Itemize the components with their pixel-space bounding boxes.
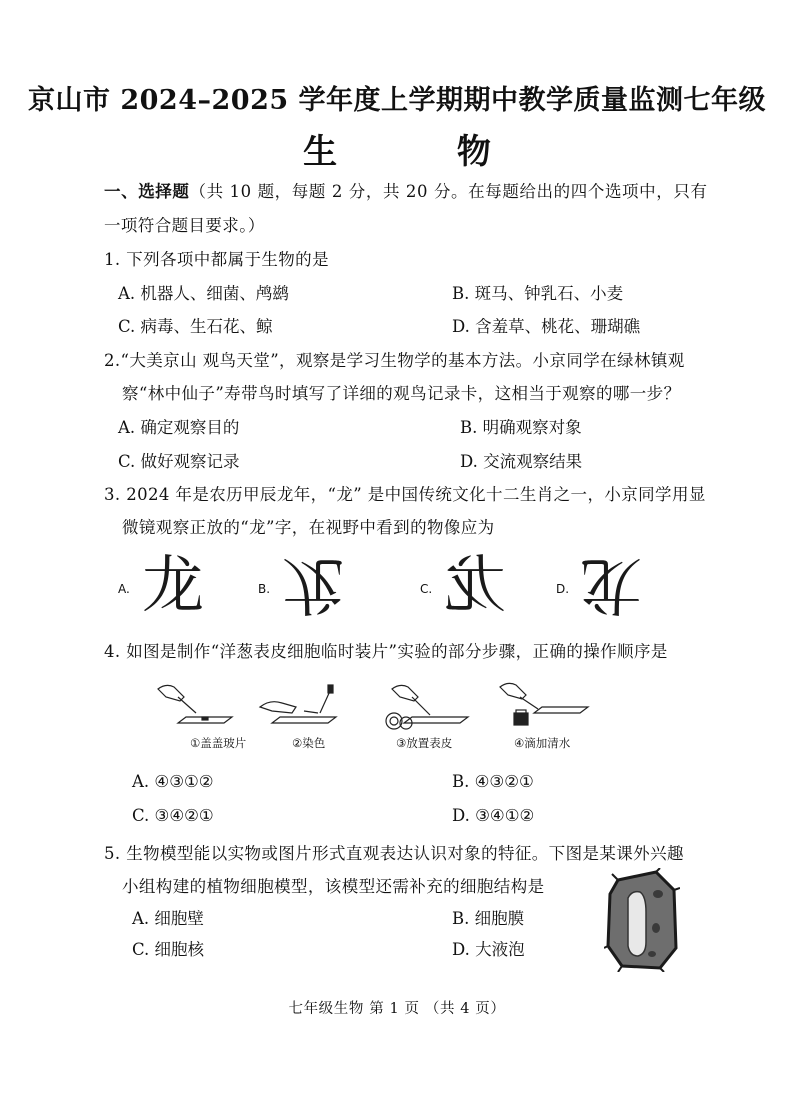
question-1-stem: 1. 下列各项中都属于生物的是 — [104, 250, 329, 269]
q1-option-d[interactable]: D. 含羞草、桃花、珊瑚礁 — [452, 317, 641, 336]
q3-option-a[interactable] — [118, 548, 218, 621]
section-header — [104, 178, 708, 202]
q3-option-d[interactable] — [556, 549, 656, 622]
plant-cell-model-image — [604, 868, 680, 972]
q4-option-b[interactable]: B. ④③②① — [452, 772, 534, 791]
section-label: 一、选择题 — [104, 182, 190, 201]
q3-option-c-label: C. — [420, 582, 433, 596]
q3-option-b[interactable] — [258, 549, 358, 622]
step-1-label: ①盖盖玻片 — [190, 736, 247, 750]
step-place-epidermis-illustration — [386, 685, 468, 729]
dragon-glyph-upright: 龙 — [142, 548, 205, 621]
q5-option-b[interactable]: B. 细胞膜 — [452, 909, 525, 928]
q1-option-c[interactable]: C. 病毒、生石花、鲸 — [118, 317, 273, 336]
step-add-water-illustration — [500, 683, 588, 725]
question-3-stem: 3. 2024 年是农历甲辰龙年，“龙” 是中国传统文化十二生肖之一，小京同学用显 — [104, 485, 706, 504]
q3-option-a-label: A. — [118, 582, 130, 596]
q3-option-b-label: B. — [258, 582, 271, 596]
dragon-glyph-flipped-vertical: 龙 — [282, 549, 345, 622]
section-description: （共 10 题，每题 2 分，共 20 分。在每题给出的四个选项中，只有 — [189, 182, 708, 201]
question-2-stem: 2.“大美京山 观鸟天堂”，观察是学习生物学的基本方法。小京同学在绿林镇观 — [104, 351, 685, 370]
page-footer: 七年级生物 第 1 页 （共 4 页） — [288, 1001, 506, 1017]
subject-title: 生 物 — [303, 132, 545, 172]
question-3-stem-cont: 微镜观察正放的“龙”字，在视野中看到的物像应为 — [122, 518, 495, 537]
step-cover-slip-illustration — [158, 685, 232, 723]
step-staining-illustration — [260, 685, 336, 723]
dragon-glyph-rotated-180: 龙 — [580, 549, 643, 622]
q5-option-d[interactable]: D. 大液泡 — [452, 940, 525, 959]
q1-option-a[interactable]: A. 机器人、细菌、鸬鹚 — [118, 284, 289, 303]
question-5-stem: 5. 生物模型能以实物或图片形式直观表达认识对象的特征。下图是某课外兴趣 — [104, 844, 684, 863]
q4-option-d[interactable]: D. ③④①② — [452, 806, 535, 825]
question-2-stem-cont: 察“林中仙子”寿带鸟时填写了详细的观鸟记录卡，这相当于观察的哪一步？ — [122, 384, 681, 403]
q1-option-b[interactable]: B. 斑马、钟乳石、小麦 — [452, 284, 624, 303]
q4-option-c[interactable]: C. ③④②① — [132, 806, 214, 825]
q2-option-d[interactable]: D. 交流观察结果 — [460, 452, 583, 471]
step-4-label: ④滴加清水 — [514, 736, 571, 750]
q2-option-b[interactable]: B. 明确观察对象 — [460, 418, 582, 437]
step-2-label: ②染色 — [292, 736, 326, 750]
question-4-stem: 4. 如图是制作“洋葱表皮细胞临时装片”实验的部分步骤，正确的操作顺序是 — [104, 642, 668, 661]
q5-option-c[interactable]: C. 细胞核 — [132, 940, 205, 959]
q4-option-a[interactable]: A. ④③①② — [132, 772, 214, 791]
exam-title: 京山市 2024–2025 学年度上学期期中教学质量监测七年级 — [27, 85, 767, 116]
dragon-glyph-mirrored: 龙 — [444, 548, 507, 621]
q3-option-c[interactable] — [420, 548, 520, 621]
section-description-cont: 一项符合题目要求。） — [104, 216, 265, 235]
q2-option-a[interactable]: A. 确定观察目的 — [118, 418, 240, 437]
question-5-stem-cont: 小组构建的植物细胞模型，该模型还需补充的细胞结构是 — [122, 877, 545, 896]
step-3-label: ③放置表皮 — [396, 736, 453, 750]
q3-option-d-label: D. — [556, 582, 570, 596]
q5-option-a[interactable]: A. 细胞壁 — [132, 909, 204, 928]
q2-option-c[interactable]: C. 做好观察记录 — [118, 452, 240, 471]
